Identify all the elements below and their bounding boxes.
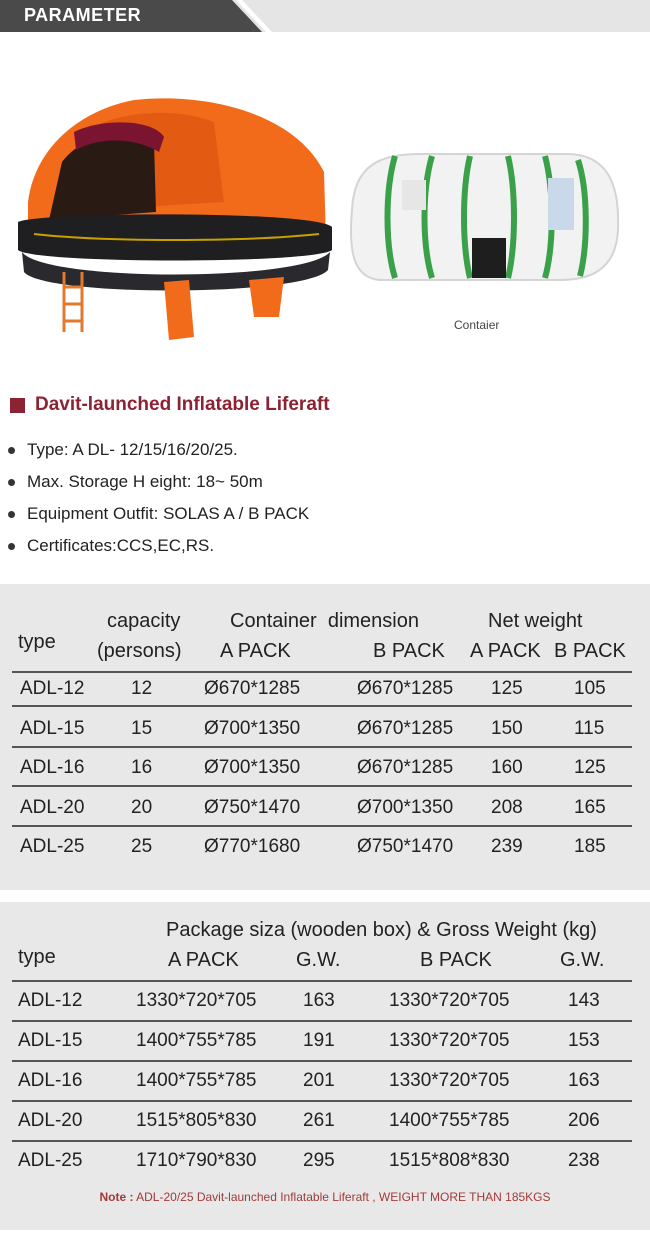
table-cell: Ø750*1470 (204, 797, 301, 818)
table-cell: 208 (491, 797, 523, 818)
table-cell: 261 (303, 1110, 335, 1131)
table-cell: Ø700*1350 (357, 797, 454, 818)
table-cell: 153 (568, 1030, 600, 1051)
table-cell: Ø670*1285 (357, 757, 454, 778)
liferaft-image (14, 92, 340, 342)
table-cell: Ø670*1285 (357, 678, 454, 699)
table-cell: 125 (574, 757, 606, 778)
table-cell: ADL-12 (18, 990, 83, 1011)
table-cell: 201 (303, 1070, 335, 1091)
col-header-capacity-unit: (persons) (97, 640, 182, 662)
row-divider (12, 1140, 632, 1142)
table-cell: ADL-25 (18, 1150, 83, 1171)
table-cell: 165 (574, 797, 606, 818)
table-cell: 1710*790*830 (136, 1150, 257, 1171)
header-banner (0, 0, 650, 32)
table-cell: 1330*720*705 (389, 1030, 510, 1051)
table-cell: Ø770*1680 (204, 836, 301, 857)
table-cell: 163 (568, 1070, 600, 1091)
container-image (340, 150, 622, 285)
table-cell: 1400*755*785 (136, 1070, 257, 1091)
row-divider (12, 785, 632, 787)
table-cell: 206 (568, 1110, 600, 1131)
table-cell: 125 (491, 678, 523, 699)
table-cell: 239 (491, 836, 523, 857)
table-cell: ADL-12 (20, 678, 85, 699)
table-cell: Ø750*1470 (357, 836, 454, 857)
row-divider (12, 825, 632, 827)
spec-item: Max. Storage H eight: 18~ 50m (8, 466, 309, 498)
col-header-a-pack: A PACK (168, 949, 239, 971)
row-divider (12, 1020, 632, 1022)
col-header-container: Container dimension (230, 610, 419, 632)
table-cell: 143 (568, 990, 600, 1011)
table-cell: ADL-20 (20, 797, 85, 818)
col-header-b-pack: B PACK (373, 640, 445, 662)
table-cell: 1400*755*785 (389, 1110, 510, 1131)
product-title-text: Davit-launched Inflatable Liferaft (35, 394, 330, 415)
table-cell: Ø670*1285 (204, 678, 301, 699)
note-label: Note : (99, 1190, 134, 1204)
bullet-icon (8, 479, 15, 486)
table-cell: 150 (491, 718, 523, 739)
page-title: PARAMETER (24, 5, 142, 25)
table-cell: 16 (131, 757, 153, 778)
spec-item: Certificates:CCS,EC,RS. (8, 530, 309, 562)
col-header-nw-b: B PACK (554, 640, 626, 662)
spec-list (8, 434, 309, 562)
table-cell: 185 (574, 836, 606, 857)
table-cell: 1330*720*705 (136, 990, 257, 1011)
container-caption: Contaier (454, 318, 500, 332)
table-cell: Ø700*1350 (204, 718, 301, 739)
table-cell: 1330*720*705 (389, 1070, 510, 1091)
table-cell: ADL-16 (20, 757, 85, 778)
col-header-b-pack: B PACK (420, 949, 492, 971)
row-divider (12, 671, 632, 673)
bullet-icon (8, 543, 15, 550)
col-header-type: type (18, 946, 56, 968)
package-weight-table (0, 902, 650, 1230)
title-square-icon (10, 398, 25, 413)
table-cell: 25 (131, 836, 153, 857)
col-header-package: Package siza (wooden box) & Gross Weight (kg) (166, 919, 597, 941)
table-cell: ADL-25 (20, 836, 85, 857)
col-header-net-weight: Net weight (488, 610, 583, 632)
table-cell: Ø670*1285 (357, 718, 454, 739)
table-cell: 163 (303, 990, 335, 1011)
spec-item: Type: A DL- 12/15/16/20/25. (8, 434, 309, 466)
table-cell: 238 (568, 1150, 600, 1171)
table-cell: 191 (303, 1030, 335, 1051)
table-cell: 1515*808*830 (389, 1150, 510, 1171)
bullet-icon (8, 447, 15, 454)
col-header-nw-a: A PACK (470, 640, 541, 662)
row-divider (12, 980, 632, 982)
bullet-icon (8, 511, 15, 518)
product-title (10, 394, 330, 416)
container-dimension-table (0, 584, 650, 890)
row-divider (12, 1100, 632, 1102)
col-header-gw-a: G.W. (296, 949, 341, 971)
row-divider (12, 1060, 632, 1062)
table-cell: 160 (491, 757, 523, 778)
table-cell: 1400*755*785 (136, 1030, 257, 1051)
row-divider (12, 705, 632, 707)
footnote (0, 1190, 650, 1204)
table-cell: 295 (303, 1150, 335, 1171)
table-cell: 1330*720*705 (389, 990, 510, 1011)
note-text: ADL-20/25 Davit-launched Inflatable Liferaft , WEIGHT MORE THAN 185KGS (133, 1190, 551, 1204)
table-cell: 12 (131, 678, 153, 699)
row-divider (12, 746, 632, 748)
col-header-type: type (18, 631, 56, 653)
table-cell: ADL-16 (18, 1070, 83, 1091)
col-header-a-pack: A PACK (220, 640, 291, 662)
table-cell: ADL-15 (18, 1030, 83, 1051)
table-cell: Ø700*1350 (204, 757, 301, 778)
table-cell: ADL-15 (20, 718, 85, 739)
col-header-capacity: capacity (107, 610, 181, 632)
table-cell: 1515*805*830 (136, 1110, 257, 1131)
table-cell: 15 (131, 718, 153, 739)
col-header-gw-b: G.W. (560, 949, 605, 971)
table-cell: 20 (131, 797, 153, 818)
spec-item: Equipment Outfit: SOLAS A / B PACK (8, 498, 309, 530)
table-cell: 115 (574, 718, 605, 739)
table-cell: ADL-20 (18, 1110, 83, 1131)
table-cell: 105 (574, 678, 606, 699)
